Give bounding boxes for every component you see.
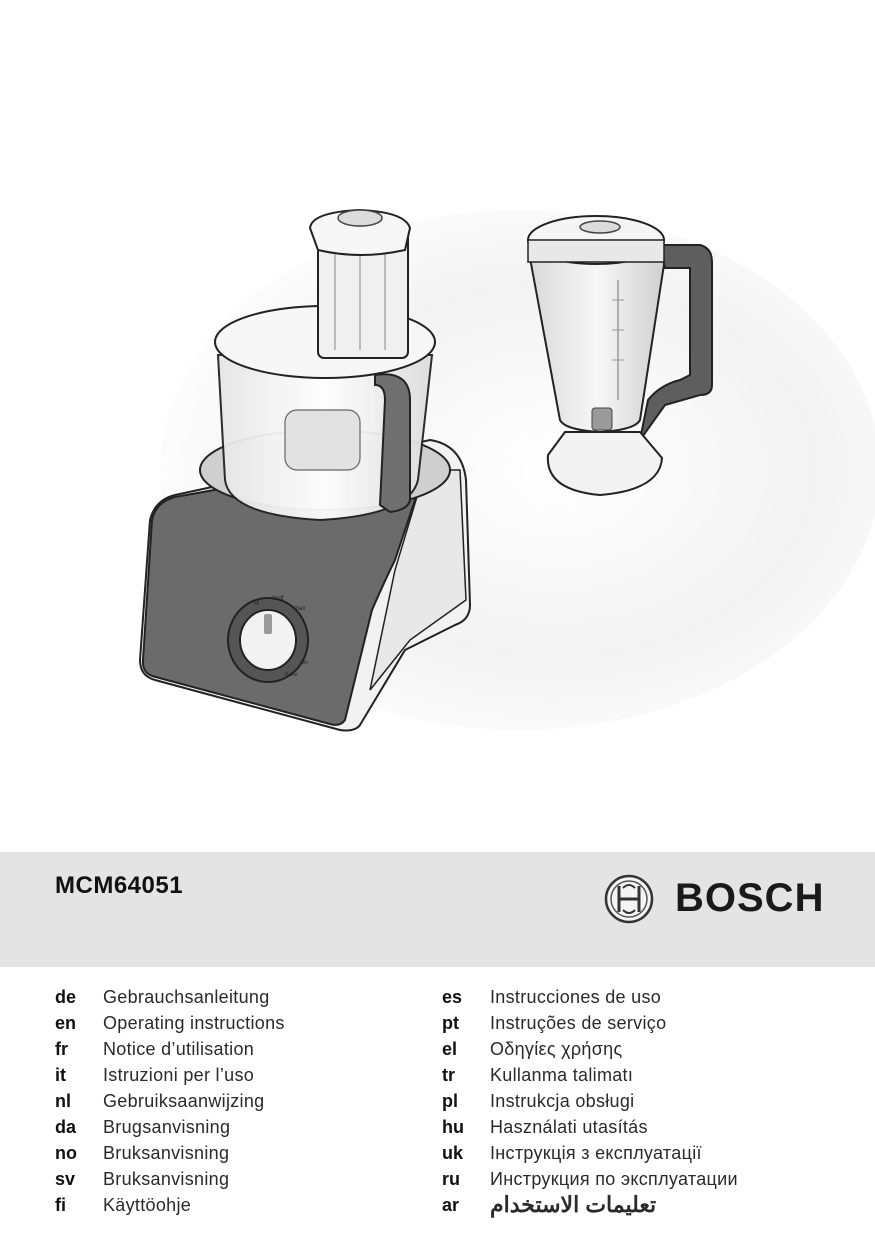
language-code: ar: [442, 1194, 460, 1215]
language-title: Gebruiksaanwijzing: [103, 1090, 265, 1111]
model-number: MCM64051: [55, 872, 184, 899]
language-title: Οδηγίες χρήσης: [490, 1038, 623, 1059]
language-row: [55, 1192, 285, 1218]
dial-label-pulse: Pulse: [285, 672, 298, 678]
language-title: Інструкція з експлуатації: [490, 1142, 702, 1163]
language-code: uk: [442, 1142, 464, 1163]
language-row: [55, 1036, 285, 1062]
language-title: Notice d’utilisation: [103, 1038, 255, 1059]
language-row: [442, 1192, 738, 1218]
language-code: pt: [442, 1012, 459, 1033]
language-row: [442, 1114, 738, 1140]
language-code: pl: [442, 1090, 458, 1111]
language-code: fi: [55, 1194, 66, 1215]
language-code: ru: [442, 1168, 460, 1189]
dial-label-m: M: [254, 601, 259, 607]
language-code: es: [442, 986, 463, 1007]
language-row: [55, 1010, 285, 1036]
language-title: Kullanma talimatı: [490, 1064, 634, 1085]
language-code: de: [55, 986, 77, 1007]
language-title: Operating instructions: [103, 1012, 285, 1033]
language-row: [55, 1088, 285, 1114]
language-title: Bruksanvisning: [103, 1142, 230, 1163]
language-code: it: [55, 1064, 66, 1085]
language-title: Instrucciones de uso: [490, 986, 662, 1007]
dial-label-max: max: [294, 606, 306, 612]
language-title: Instrukcja obsługi: [490, 1090, 635, 1111]
language-row: [442, 1166, 738, 1192]
language-title: Használati utasítás: [490, 1116, 648, 1137]
language-row: [442, 1062, 738, 1088]
language-title: Istruzioni per l’uso: [103, 1064, 255, 1085]
language-code: no: [55, 1142, 77, 1163]
brand-name: BOSCH: [675, 876, 825, 920]
dial-label-off: 0/off: [272, 596, 284, 602]
language-row: [55, 1140, 285, 1166]
language-row: [55, 1114, 285, 1140]
language-list-right: [442, 984, 738, 1218]
language-title: Käyttöohje: [103, 1194, 192, 1215]
language-code: en: [55, 1012, 77, 1033]
language-row: [442, 1010, 738, 1036]
language-row: [442, 1036, 738, 1062]
bosch-armature-logo-icon: [604, 874, 654, 924]
language-row: [55, 1062, 285, 1088]
language-code: fr: [55, 1038, 68, 1059]
language-title: Инструкция по эксплуатации: [490, 1168, 738, 1189]
language-title: تعليمات الاستخدام: [490, 1192, 657, 1217]
dial-label-min: min: [300, 660, 309, 666]
language-row: [55, 1166, 285, 1192]
bowl-insert-disc: [285, 410, 360, 470]
language-code: hu: [442, 1116, 464, 1137]
language-title: Gebrauchsanleitung: [103, 986, 270, 1007]
language-code: el: [442, 1038, 458, 1059]
language-title: Brugsanvisning: [103, 1116, 231, 1137]
language-row: [442, 1140, 738, 1166]
language-list-left: [55, 984, 285, 1218]
language-row: [442, 984, 738, 1010]
language-code: da: [55, 1116, 77, 1137]
language-row: [55, 984, 285, 1010]
language-code: sv: [55, 1168, 76, 1189]
language-code: tr: [442, 1064, 455, 1085]
language-row: [442, 1088, 738, 1114]
language-title: Instruções de serviço: [490, 1012, 667, 1033]
language-code: nl: [55, 1090, 71, 1111]
language-title: Bruksanvisning: [103, 1168, 230, 1189]
